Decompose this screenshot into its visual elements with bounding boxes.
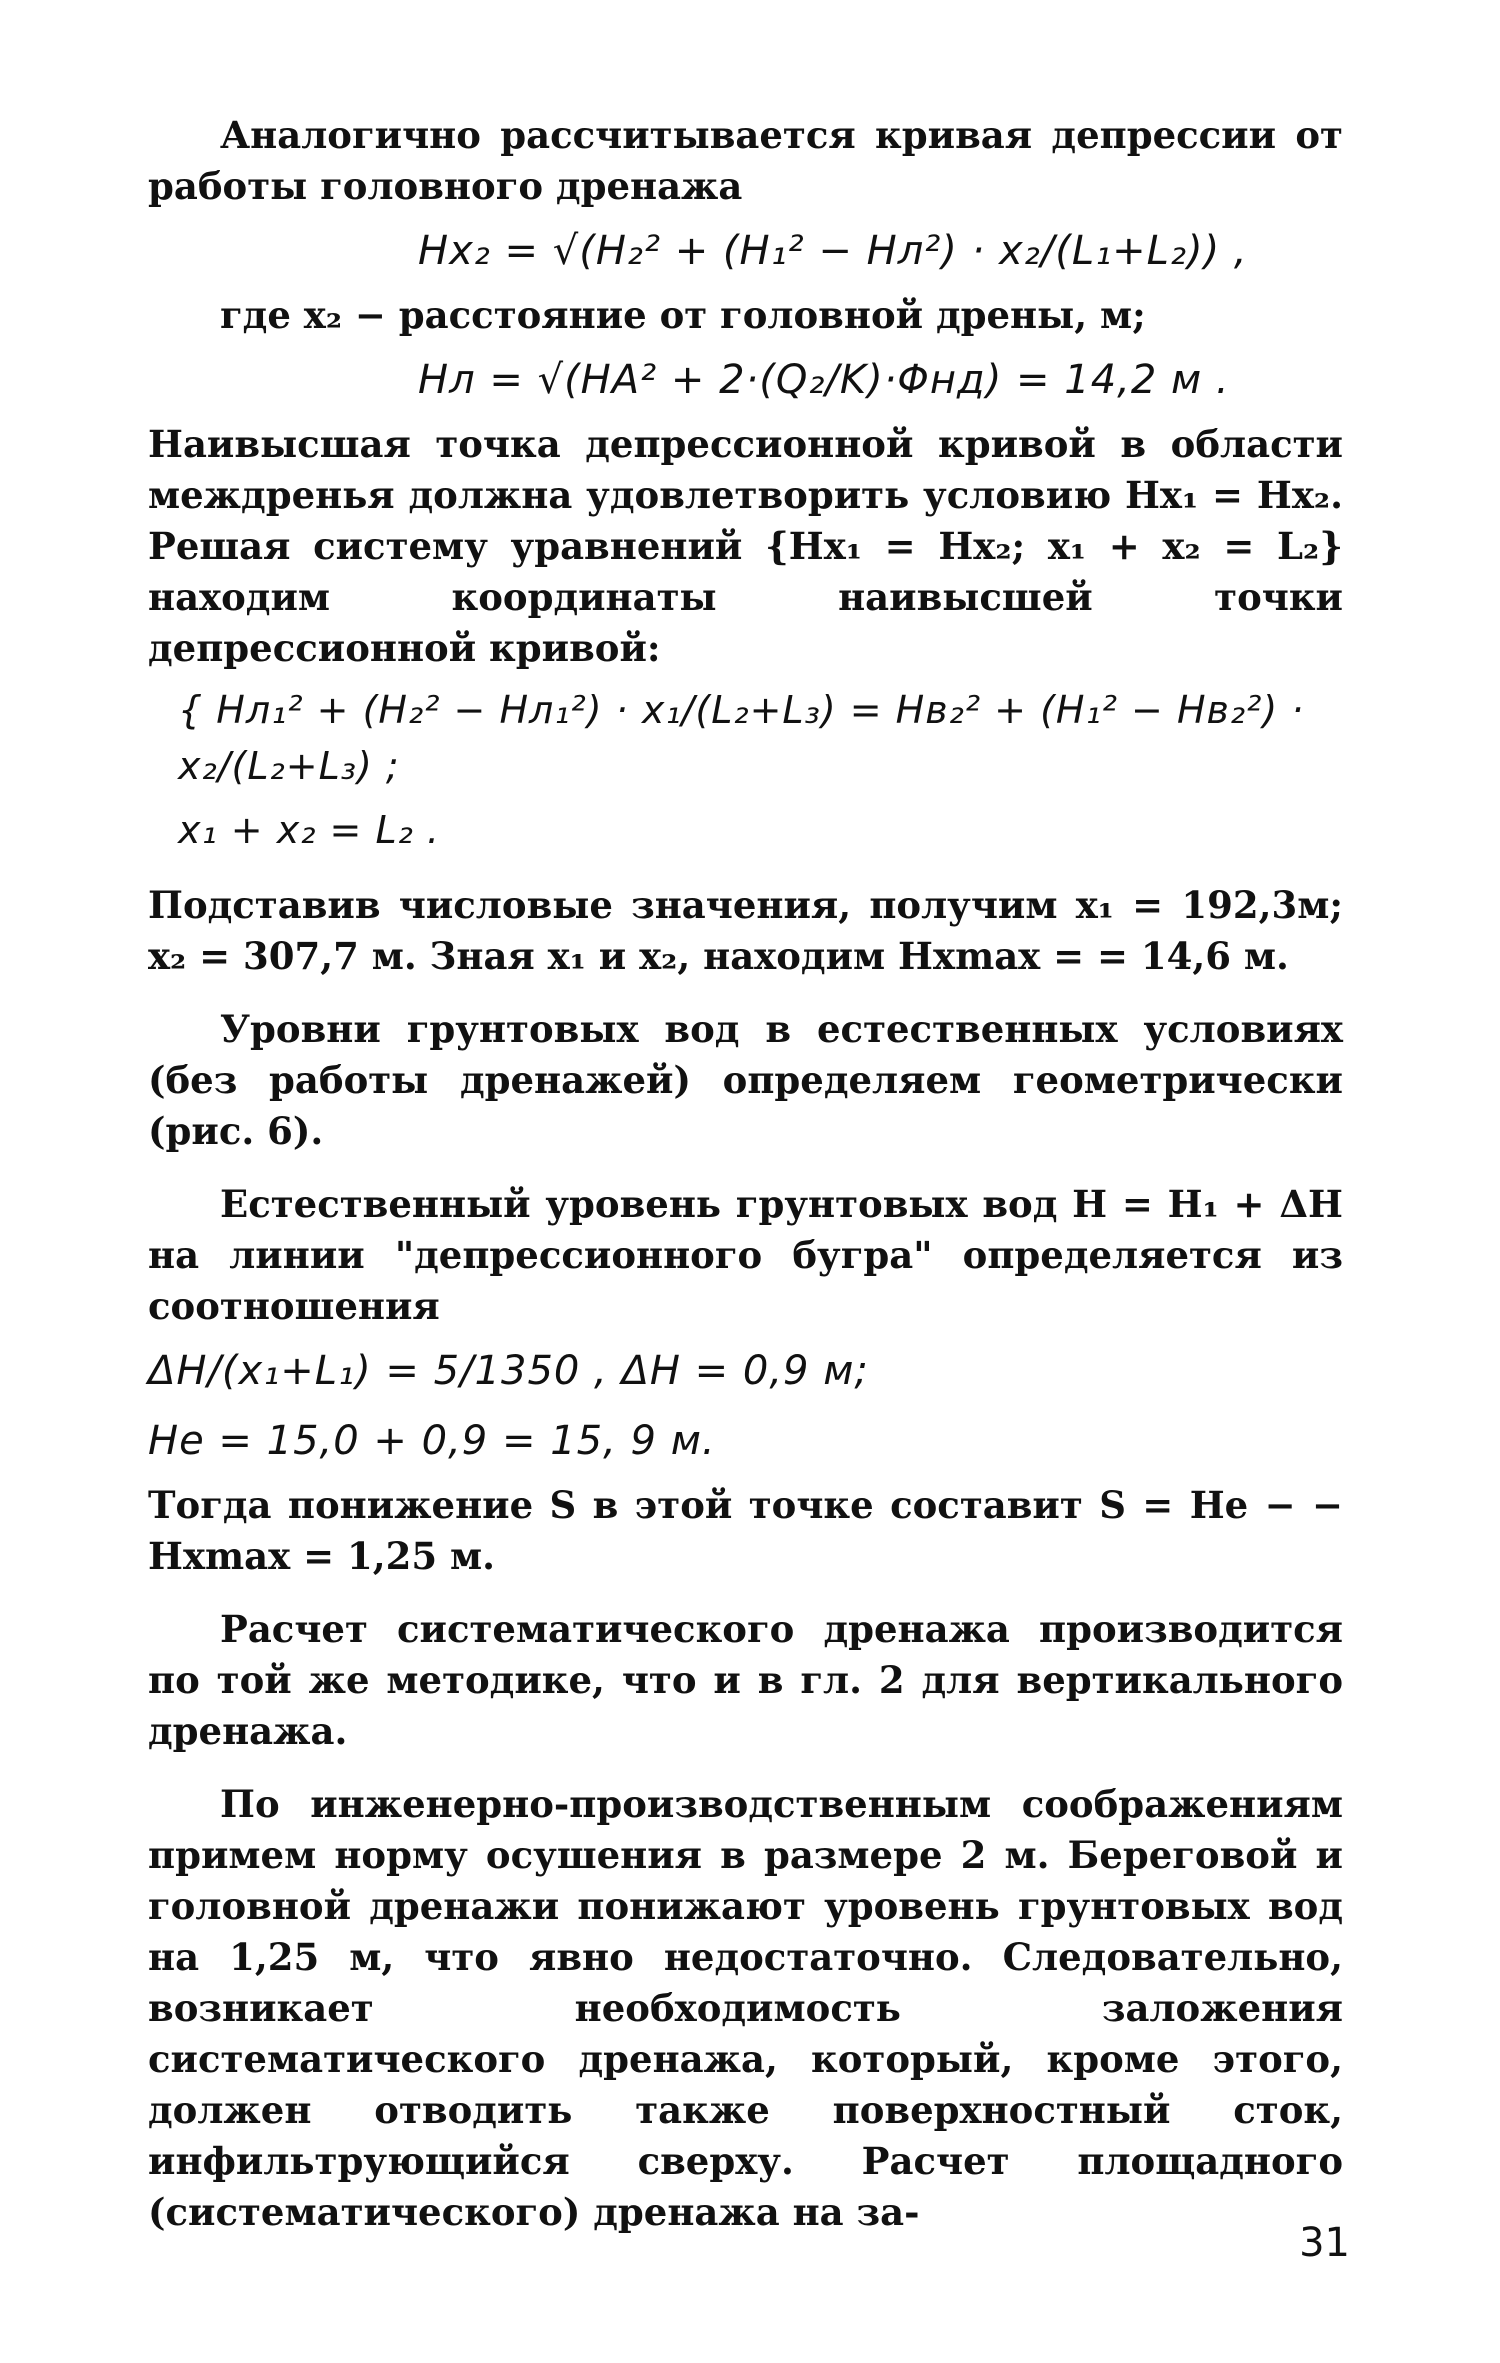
paragraph-where-x2: где x₂ − расстояние от головной дрены, м; — [220, 293, 1146, 337]
page-body — [148, 110, 1343, 2238]
paragraph-engineering: По инженерно-производственным соображениям примем норму осушения в размере 2 м. Береговой и головной дренажи понижают уровень грунтовых вод на 1,25 м, что явно недостаточно. Следовательно, возникает необходимость заложения систематического дренажа, который, кроме этого, должен отводить также поверхностный сток, инфильтрующийся сверху. Расчет площадного (систематического) дренажа на за- — [148, 1782, 1343, 2234]
formula-hl: Hл = √(HA² + 2·(Q₂/K)·Φнд) = 14,2 м . — [418, 357, 1230, 403]
paragraph-highest-point: Наивысшая точка депрессионной кривой в области междренья должна удовлетворить условию Hx₁ = Hx₂. Решая систему уравнений {Hx₁ = Hx₂; x₁ + x₂ = L₂} находим координаты наивысшей точки депрессионной кривой: — [148, 422, 1343, 670]
formula-hx2: Hx₂ = √(H₂² + (H₁² − Hл²) · x₂/(L₁+L₂)) , — [418, 228, 1248, 274]
paragraph-natural-level: Естественный уровень грунтовых вод H = H₁ + ΔH на линии "депрессионного бугра" определяется из соотношения — [148, 1182, 1343, 1328]
page-number: 31 — [1299, 2220, 1350, 2266]
formula-he: Hе = 15,0 + 0,9 = 15, 9 м. — [148, 1418, 716, 1464]
formula-delta-h: ΔH/(x₁+L₁) = 5/1350 , ΔH = 0,9 м; — [148, 1348, 869, 1394]
formula-system-line-2: x₁ + x₂ = L₂ . — [178, 808, 441, 852]
paragraph-substitution: Подставив числовые значения, получим x₁ = 192,3м; x₂ = 307,7 м. Зная x₁ и x₂, находим Hxmax = = 14,6 м. — [148, 883, 1343, 978]
paragraph-systematic-drainage: Расчет систематического дренажа производится по той же методике, что и в гл. 2 для вертикального дренажа. — [148, 1607, 1343, 1753]
paragraph-groundwater-levels: Уровни грунтовых вод в естественных условиях (без работы дренажей) определяем геометрически (рис. 6). — [148, 1007, 1343, 1153]
paragraph-drawdown: Тогда понижение S в этой точке составит S = Hе − − Hxmax = 1,25 м. — [148, 1483, 1343, 1578]
paragraph-1: Аналогично рассчитывается кривая депрессии от работы головного дренажа — [148, 113, 1343, 208]
formula-system-line-1: { Hл₁² + (H₂² − Hл₁²) · x₁/(L₂+L₃) = Hв₂² + (H₁² − Hв₂²) · x₂/(L₂+L₃) ; — [178, 688, 1305, 788]
